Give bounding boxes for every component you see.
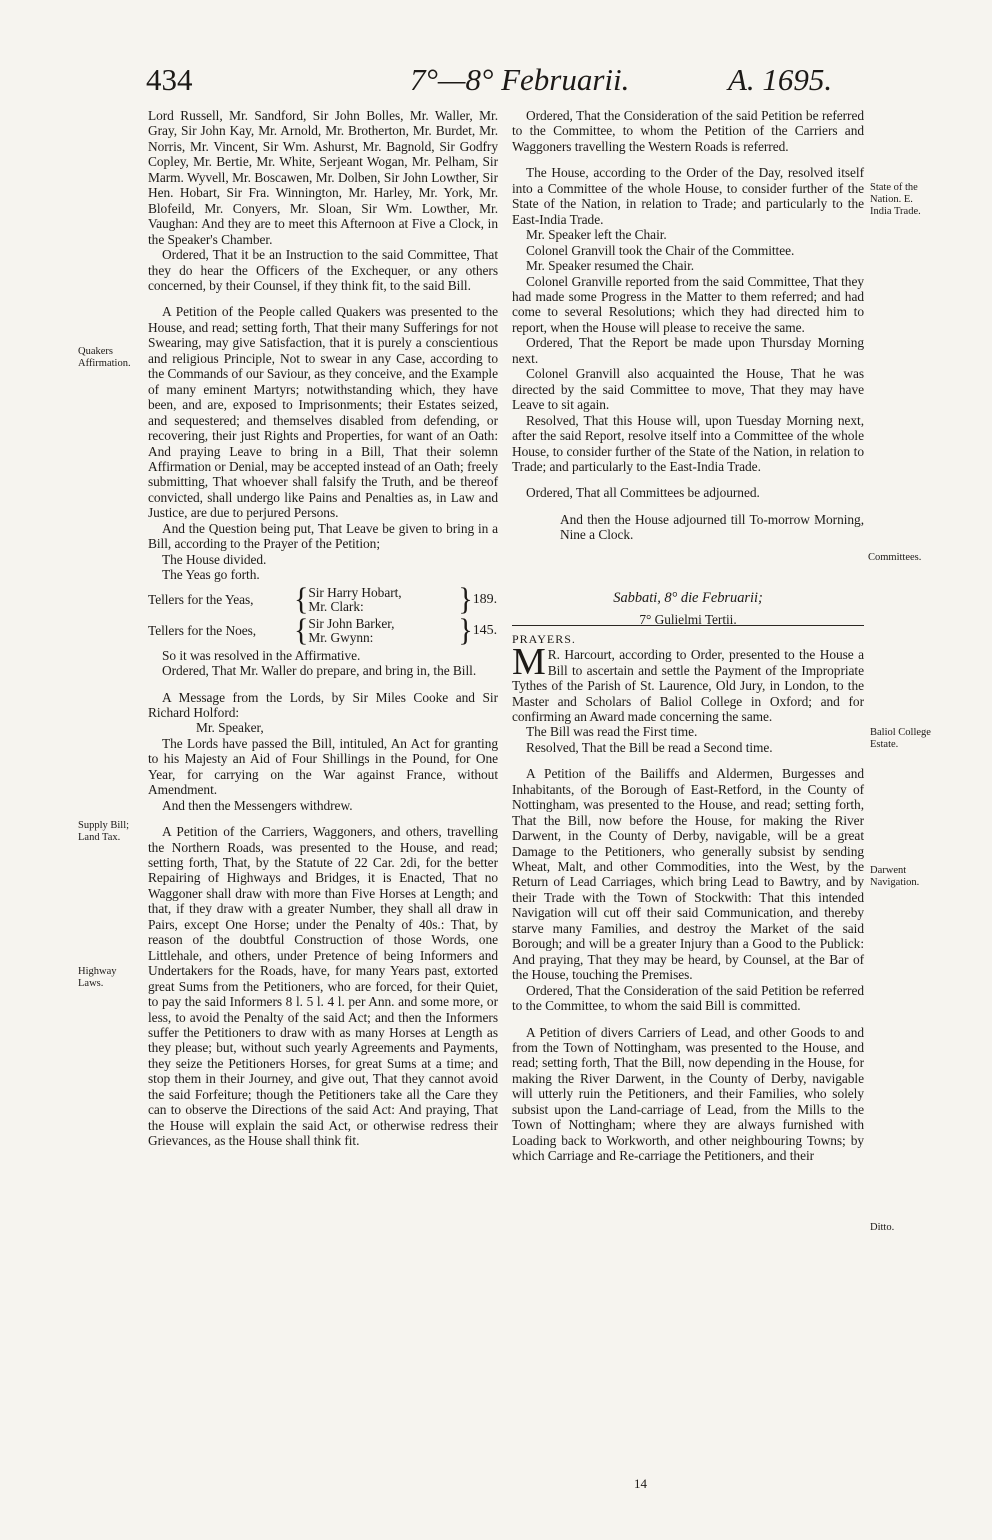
brace: } bbox=[458, 581, 473, 617]
regnal-heading: 7° Gulielmi Tertii. bbox=[639, 612, 737, 628]
paragraph: The House divided. bbox=[162, 551, 267, 567]
brace: { bbox=[294, 612, 309, 648]
paragraph: And then the Messengers withdrew. bbox=[162, 797, 353, 813]
paragraph: Ordered, That the Consideration of the said Petition be referred to the Committee, to whom the Petition of the Carriers and Waggoners travelling the Western Roads is referred. bbox=[512, 108, 864, 154]
margin-note-committees: Committees. bbox=[868, 552, 922, 563]
paragraph: Ordered, That all Committees be adjourned. bbox=[526, 485, 760, 501]
adjournment: And then the House adjourned till To-morrow Morning, Nine a Clock. bbox=[560, 511, 864, 543]
header-date: 7°—8° Februarii. bbox=[410, 62, 630, 97]
tellers-count: 189. bbox=[472, 591, 498, 607]
paragraph: A Petition of the Carriers, Waggoners, and others, travelling the Northern Roads, was presented to the House, and read; setting forth, That, by the Statute of 22 Car. 2di, for the better Repairing of Highways and Bridges, it is Enacted, That no Waggoner shall draw with more than Five Horses at Length; and that, if they draw with a greater Number, they shall all draw in Pairs, except One Horse; under the Penalty of 40s.: That, by reason of the doubtful Construction of those Words, one Littlehale, and others, under Pretence of being Informers and Undertakers for the Roads, have, for many Years past, extorted great Sums from the Petitioners, who are forced, for their Quiet, to pay the said Informers 8 l. 5 l. 4 l. per Ann. and some more, or less, to avoid the Penalty of the said Act; and then the Informers suffer the Petitioners to draw with as many Horses at Length as they please; but, without such yearly Agreements and Payments, they seize the Petitioners Horses, for great Sums at a time; and stop them in their Journey, and give out, That they cannot avoid the said Forfeiture; though the Petitioners take all the Care they can to observe the Directions of the said Act: And praying, That the House will explain the said Act, or otherwise redress their Grievances, as the House shall think fit. bbox=[148, 824, 498, 1149]
paragraph: Ordered, That the Report be made upon Thursday Morning next. bbox=[512, 335, 864, 366]
teller-name: Mr. Gwynn: bbox=[308, 629, 374, 645]
paragraph: Colonel Granville reported from the said Committee, That they had made some Progress in the Matter to them referred; and had come to several Resolutions; which they had directed him to report, when the House will please to receive the same. bbox=[512, 273, 864, 335]
paragraph: A Petition of the People called Quakers was presented to the House, and read; setting forth, That their many Sufferings for not Swearing, may give Satisfaction, that it is purely a conscientious and religious Principle, Not to swear in any Case, according to the Commands of our Saviour, as they conceive, and the Example of many eminent Martyrs; notwithstanding which, they have been, and are, exposed to Imprisonments; their Estates seized, and sequestered; and themselves disabled from defending, or recovering, their just Rights and Properties, for want of an Oath: And praying Leave to bring in a Bill, That their solemn Affirmation or Denial, may be accepted instead of an Oath; freely submitting, That whoever shall falsify the Truth, and be thereof convicted, shall undergo like Pains and Penalties as, in Law and Justice, are due to perjured Persons. bbox=[148, 304, 498, 521]
paragraph: The House, according to the Order of the Day, resolved itself into a Committee of the whole House, to consider further of the State of the Nation, in relation to Trade; and particularly to the East-India Trade. bbox=[512, 165, 864, 227]
paragraph: So it was resolved in the Affirmative. bbox=[162, 647, 361, 663]
page-number: 434 bbox=[146, 62, 193, 97]
paragraph: And the Question being put, That Leave be given to bring in a Bill, according to the Prayer of the Petition; bbox=[148, 520, 498, 552]
paragraph: Lord Russell, Mr. Sandford, Sir John Bolles, Mr. Waller, Mr. Gray, Sir John Kay, Mr. Arnold, Mr. Brotherton, Mr. Burdet, Mr. Norris, Mr. Vincent, Sir Wm. Ashurst, Mr. Bagnold, Sir Godfry Copley, Mr. Bertie, Mr. White, Serjeant Wogan, Mr. Pelham, Sir Marm. Wyvell, Mr. Boscawen, Mr. Dolben, Sir John Lowther, Sir Hen. Hobart, Sir Fra. Winnington, Mr. Harley, Mr. York, Mr. Blofeild, Mr. Conyers, Mr. Sloan, Sir Wm. Lowther, Mr. Vaughan: And they are to meet this Afternoon at Five a Clock, in the Speaker's Chamber. bbox=[148, 108, 498, 247]
margin-note-quakers: Quakers Affirmation. bbox=[78, 346, 131, 369]
paragraph: Ordered, That the Consideration of the said Petition be referred to the Committee, to whom the said Bill is committed. bbox=[512, 982, 864, 1014]
paragraph: The Bill was read the First time. bbox=[526, 724, 698, 740]
paragraph: Resolved, That the Bill be read a Second time. bbox=[526, 739, 773, 755]
left-column bbox=[148, 108, 498, 1149]
paragraph: Mr. Speaker resumed the Chair. bbox=[526, 258, 695, 274]
paragraph: Resolved, That this House will, upon Tuesday Morning next, after the said Report, resolve itself into a Committee of the whole House, to consider further of the State of the Nation, in relation to Trade; and particularly to the East-India Trade. bbox=[512, 412, 864, 474]
header-year: A. 1695. bbox=[728, 62, 833, 97]
paragraph: A Petition of divers Carriers of Lead, and other Goods to and from the Town of Nottingham, was presented to the House, and read; setting forth, That the Bill, now depending in the House, for making the River Darwent, in the County of Derby, navigable will utterly ruin the Petitioners, and their Families, who solely subsist upon the Land-carriage of Lead, from the Mills to the Town of Nottingham; where they are always furnished with Loading back to Workworth, and other neighbouring Towns; by which Carriage and Re-carriage the Petitioners, and their bbox=[512, 1024, 864, 1164]
paragraph: A Message from the Lords, by Sir Miles Cooke and Sir Richard Holford: bbox=[148, 689, 498, 720]
section-rule bbox=[512, 625, 864, 626]
tellers-names bbox=[308, 617, 458, 645]
paragraph: Ordered, That Mr. Waller do prepare, and bring in, the Bill. bbox=[162, 663, 477, 679]
paragraph: Mr. Speaker, bbox=[196, 720, 264, 736]
paragraph: A Petition of the Bailiffs and Aldermen, Burgesses and Inhabitants, of the Borough of East-Retford, in the County of Nottingham, was presented to the House, and read; setting forth, That the Bill, now before the House, for making the River Darwent, in the County of Derby, navigable, will be a great Damage to the Petitioners, who generally subsist by sending Wheat, Malt, and other Commodities, into the West, by the Return of Lead Carriages, which bring Lead to Bawtry, and by their Trade with the Town of Stockwith: That this intended Navigation will cut off their said Communication, and thereby starve many Families, and destroy the Market of the said Borough; and will be a greater Injury than a Good to the Publick: And praying, That they may be heard, by Counsel, at the Bar of the House, touching the Premises. bbox=[512, 766, 864, 983]
tellers-yeas bbox=[148, 581, 498, 617]
margin-note-ditto: Ditto. bbox=[870, 1222, 895, 1233]
day-heading: Sabbati, 8° die Februarii; bbox=[613, 589, 763, 606]
teller-name: Sir John Barker, bbox=[308, 615, 395, 631]
spacer bbox=[512, 543, 864, 591]
paragraph: Colonel Granvill also acquainted the House, That he was directed by the said Committee to move, That they may have Leave to sit again. bbox=[512, 366, 864, 413]
margin-note-highway: Highway Laws. bbox=[78, 966, 117, 989]
paragraph: The Yeas go forth. bbox=[162, 567, 260, 583]
teller-name: Sir Harry Hobart, bbox=[308, 584, 402, 600]
tellers-noes bbox=[148, 612, 498, 648]
right-column bbox=[512, 108, 864, 1164]
paragraph: The Lords have passed the Bill, intituled, An Act for granting to his Majesty an Aid of Four Shillings in the Pound, for One Year, for carrying on the War against France, without Amendment. bbox=[148, 735, 498, 798]
brace: { bbox=[294, 581, 309, 617]
margin-note-supply: Supply Bill; Land Tax. bbox=[78, 820, 130, 843]
brace: } bbox=[458, 612, 473, 648]
tellers-label: Tellers for the Yeas, bbox=[148, 591, 254, 607]
tellers-count: 145. bbox=[472, 622, 498, 638]
tellers-names bbox=[308, 586, 458, 614]
margin-note-darwent: Darwent Navigation. bbox=[870, 865, 920, 888]
paragraph: Mr. Speaker left the Chair. bbox=[526, 227, 667, 243]
paragraph: Ordered, That it be an Instruction to the said Committee, That they do hear the Officers of the Exchequer, or any others concerned, by their Counsel, if they think fit, to the said Bill. bbox=[148, 247, 498, 293]
signature-mark: 14 bbox=[634, 1476, 647, 1491]
teller-name: Mr. Clark: bbox=[308, 598, 364, 614]
prayers-heading: PRAYERS. bbox=[512, 631, 576, 646]
margin-note-state: State of the Nation. E. India Trade. bbox=[870, 182, 921, 217]
paragraph: MR. Harcourt, according to Order, presented to the House a Bill to ascertain and settle the Payment of the Impropriate Tythes of the Parish of St. Laurence, Old Jury, in London, to the Master and Scholars of Baliol College in Oxford; and for confirming an Award made concerning the same. bbox=[512, 641, 864, 724]
paragraph: Colonel Granvill took the Chair of the Committee. bbox=[526, 242, 795, 258]
page-header bbox=[0, 62, 992, 102]
tellers-label: Tellers for the Noes, bbox=[148, 622, 257, 638]
margin-note-baliol: Baliol College Estate. bbox=[870, 727, 931, 750]
